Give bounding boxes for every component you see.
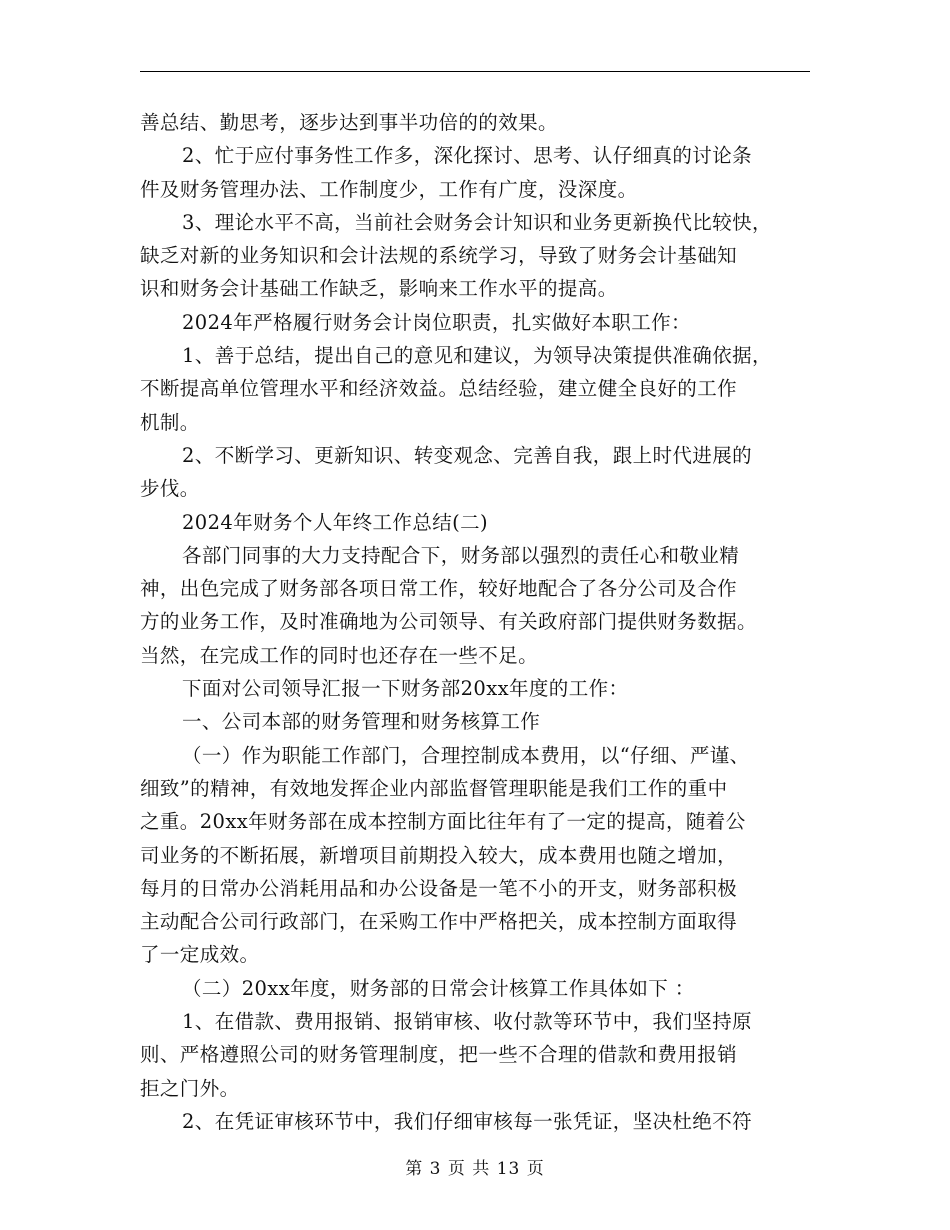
text-line: 下面对公司领导汇报一下财务部20xx年度的工作：: [182, 677, 629, 701]
text-line: 3、理论水平不高，当前社会财务会计知识和业务更新换代比较快，: [182, 210, 772, 234]
text-line: 细致”的精神，有效地发挥企业内部监督管理职能是我们工作的重中: [140, 776, 728, 800]
text-line: 1、善于总结，提出自己的意见和建议，为领导决策提供准确依据，: [182, 344, 772, 368]
text-line: 了一定成效。: [140, 943, 260, 967]
text-line: 之重。20xx年财务部在成本控制方面比往年有了一定的提高，随着公: [140, 810, 746, 834]
text-line: 件及财务管理办法、工作制度少，工作有广度，没深度。: [140, 177, 638, 201]
header-rule: [140, 71, 810, 72]
page-number-footer: 第 3 页 共 13 页: [405, 1159, 545, 1179]
text-line: 每月的日常办公消耗用品和办公设备是一笔不小的开支，财务部积极: [140, 876, 738, 900]
text-line: 缺乏对新的业务知识和会计法规的系统学习，导致了财务会计基础知: [140, 244, 738, 268]
text-line: 2024年财务个人年终工作总结(二): [182, 510, 489, 534]
text-line: 则、严格遵照公司的财务管理制度，把一些不合理的借款和费用报销: [140, 1043, 738, 1067]
text-line: 司业务的不断拓展，新增项目前期投入较大，成本费用也随之增加，: [140, 843, 738, 867]
text-line: 机制。: [140, 410, 200, 434]
text-line: 神，出色完成了财务部各项日常工作，较好地配合了各分公司及合作: [140, 577, 738, 601]
text-line: 2、忙于应付事务性工作多，深化探讨、思考、认仔细真的讨论条: [182, 144, 753, 168]
text-line: （一）作为职能工作部门，合理控制成本费用，以“仔细、严谨、: [182, 743, 750, 767]
text-line: （二）20xx年度，财务部的日常会计核算工作具体如下 ：: [182, 976, 695, 1000]
text-line: 各部门同事的大力支持配合下，财务部以强烈的责任心和敬业精: [182, 543, 740, 567]
text-line: 善总结、勤思考，逐步达到事半功倍的的效果。: [140, 111, 558, 134]
text-line: 不断提高单位管理水平和经济效益。总结经验，建立健全良好的工作: [140, 377, 738, 401]
text-line: 识和财务会计基础工作缺乏，影响来工作水平的提高。: [140, 277, 618, 301]
text-line: 当然，在完成工作的同时也还存在一些不足。: [140, 643, 539, 667]
text-line: 1、在借款、费用报销、报销审核、收付款等环节中，我们坚持原: [182, 1010, 753, 1034]
text-line: 2024年严格履行财务会计岗位职责，扎实做好本职工作：: [182, 310, 691, 334]
text-line: 方的业务工作，及时准确地为公司领导、有关政府部门提供财务数据。: [140, 610, 757, 634]
text-line: 步伐。: [140, 477, 200, 501]
text-line: 主动配合公司行政部门，在采购工作中严格把关，成本控制方面取得: [140, 910, 738, 934]
text-line: 2、在凭证审核环节中，我们仔细审核每一张凭证，坚决杜绝不符: [182, 1109, 753, 1133]
document-body: [140, 106, 820, 1138]
text-line: 一、公司本部的财务管理和财务核算工作: [182, 710, 541, 734]
text-line: 2、不断学习、更新知识、转变观念、完善自我，跟上时代进展的: [182, 443, 753, 467]
text-line: 拒之门外。: [140, 1076, 240, 1100]
